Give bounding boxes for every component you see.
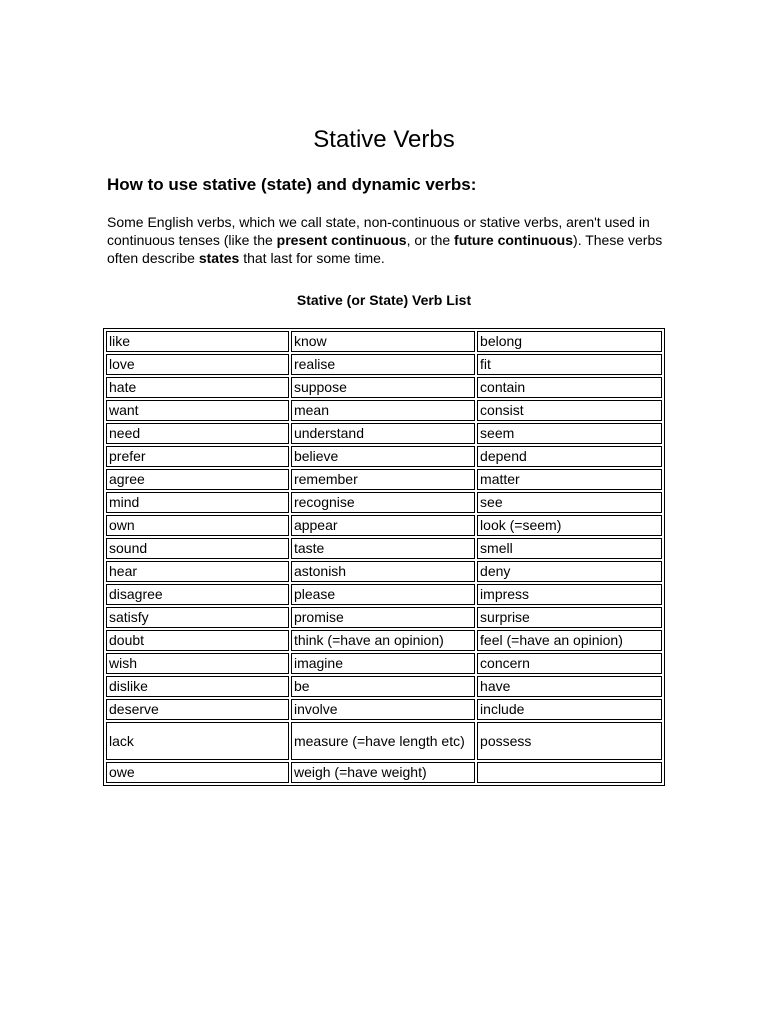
table-cell: think (=have an opinion) bbox=[291, 630, 475, 651]
table-row bbox=[106, 630, 662, 651]
page-title: Stative Verbs bbox=[313, 126, 455, 153]
table-cell: lack bbox=[106, 722, 289, 760]
table-cell: possess bbox=[477, 722, 662, 760]
table-cell: doubt bbox=[106, 630, 289, 651]
table-cell: understand bbox=[291, 423, 475, 444]
table-cell: mind bbox=[106, 492, 289, 513]
table-row bbox=[106, 584, 662, 605]
table-cell: impress bbox=[477, 584, 662, 605]
table-cell: satisfy bbox=[106, 607, 289, 628]
table-cell: belong bbox=[477, 331, 662, 352]
table-row bbox=[106, 722, 662, 760]
table-row bbox=[106, 469, 662, 490]
table-cell: matter bbox=[477, 469, 662, 490]
table-cell: measure (=have length etc) bbox=[291, 722, 475, 760]
table-cell: contain bbox=[477, 377, 662, 398]
table-row bbox=[106, 400, 662, 421]
table-row bbox=[106, 354, 662, 375]
table-row bbox=[106, 423, 662, 444]
table-cell: look (=seem) bbox=[477, 515, 662, 536]
table-row bbox=[106, 446, 662, 467]
table-cell: have bbox=[477, 676, 662, 697]
table-cell: love bbox=[106, 354, 289, 375]
table-row bbox=[106, 492, 662, 513]
table-cell: remember bbox=[291, 469, 475, 490]
intro-paragraph bbox=[107, 213, 667, 267]
table-cell: know bbox=[291, 331, 475, 352]
table-cell: consist bbox=[477, 400, 662, 421]
intro-bold-states: states bbox=[198, 250, 240, 266]
table-cell: sound bbox=[106, 538, 289, 559]
table-row bbox=[106, 762, 662, 783]
table-cell: hate bbox=[106, 377, 289, 398]
table-cell: like bbox=[106, 331, 289, 352]
table-cell: hear bbox=[106, 561, 289, 582]
table-cell: imagine bbox=[291, 653, 475, 674]
table-row bbox=[106, 515, 662, 536]
intro-text-2: , or the bbox=[406, 232, 455, 248]
table-cell: see bbox=[477, 492, 662, 513]
table-row bbox=[106, 676, 662, 697]
table-row bbox=[106, 653, 662, 674]
table-cell: owe bbox=[106, 762, 289, 783]
intro-bold-future-continuous: future continuous bbox=[454, 232, 574, 248]
table-cell: prefer bbox=[106, 446, 289, 467]
table-row bbox=[106, 561, 662, 582]
table-caption: Stative (or State) Verb List bbox=[296, 292, 472, 308]
verb-table bbox=[103, 328, 665, 786]
intro-text-4: that last for some time. bbox=[239, 250, 385, 266]
verb-table-body bbox=[106, 331, 662, 783]
table-cell: want bbox=[106, 400, 289, 421]
table-cell bbox=[477, 762, 662, 783]
table-cell: smell bbox=[477, 538, 662, 559]
table-row bbox=[106, 699, 662, 720]
table-cell: realise bbox=[291, 354, 475, 375]
table-cell: need bbox=[106, 423, 289, 444]
table-cell: astonish bbox=[291, 561, 475, 582]
table-row bbox=[106, 377, 662, 398]
section-heading: How to use stative (state) and dynamic verbs: bbox=[107, 175, 477, 194]
table-cell: mean bbox=[291, 400, 475, 421]
intro-text-3: ). These verbs often describe bbox=[107, 232, 663, 266]
table-cell: please bbox=[291, 584, 475, 605]
table-cell: agree bbox=[106, 469, 289, 490]
table-cell: dislike bbox=[106, 676, 289, 697]
table-cell: own bbox=[106, 515, 289, 536]
table-row bbox=[106, 538, 662, 559]
table-row bbox=[106, 607, 662, 628]
intro-bold-present-continuous: present continuous bbox=[276, 232, 407, 248]
table-cell: deserve bbox=[106, 699, 289, 720]
intro-text-1: Some English verbs, which we call state, non-continuous or stative verbs, aren't used in continuous tenses (like the bbox=[107, 214, 650, 248]
table-cell: feel (=have an opinion) bbox=[477, 630, 662, 651]
table-cell: believe bbox=[291, 446, 475, 467]
table-cell: include bbox=[477, 699, 662, 720]
table-cell: appear bbox=[291, 515, 475, 536]
table-cell: wish bbox=[106, 653, 289, 674]
table-cell: suppose bbox=[291, 377, 475, 398]
table-cell: concern bbox=[477, 653, 662, 674]
table-cell: weigh (=have weight) bbox=[291, 762, 475, 783]
table-cell: surprise bbox=[477, 607, 662, 628]
table-cell: involve bbox=[291, 699, 475, 720]
table-cell: taste bbox=[291, 538, 475, 559]
table-cell: recognise bbox=[291, 492, 475, 513]
table-cell: fit bbox=[477, 354, 662, 375]
table-cell: seem bbox=[477, 423, 662, 444]
table-row bbox=[106, 331, 662, 352]
table-cell: deny bbox=[477, 561, 662, 582]
table-cell: be bbox=[291, 676, 475, 697]
table-cell: depend bbox=[477, 446, 662, 467]
table-cell: promise bbox=[291, 607, 475, 628]
table-cell: disagree bbox=[106, 584, 289, 605]
